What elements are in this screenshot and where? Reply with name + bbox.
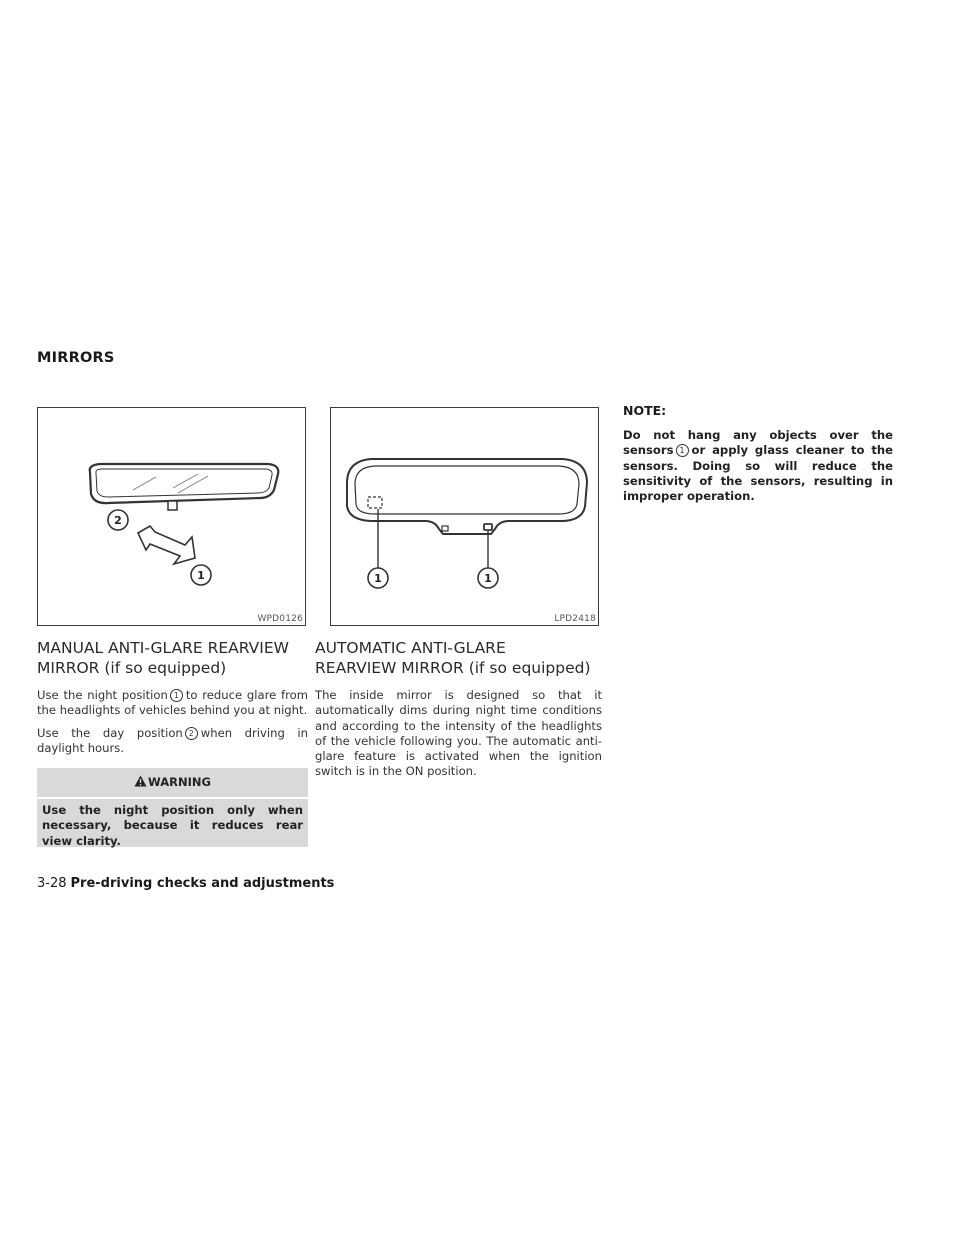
- callout-badge: 2: [185, 727, 198, 740]
- figure-code: WPD0126: [257, 614, 303, 624]
- warning-label: WARNING: [148, 775, 211, 789]
- warning-box: [37, 768, 308, 847]
- manual-mirror-illustration: [38, 408, 307, 627]
- manual-paragraph-1: Use the night position 1 to reduce glare from the headlights of vehicles behind you at night.: [37, 688, 308, 718]
- callout-1a: 1: [374, 572, 382, 585]
- page-number: 3-28: [37, 876, 67, 891]
- callout-badge: 1: [170, 689, 183, 702]
- automatic-paragraph: The inside mirror is designed so that it automatically dims during night time conditions and according to the intensity of the headlights of the vehicle following you. The automatic anti-glare feature is activated when the ignition switch is in the ON position.: [315, 688, 602, 779]
- automatic-heading: [315, 638, 602, 678]
- manual-heading-line2: MIRROR (if so equipped): [37, 659, 227, 677]
- page-footer: [37, 876, 334, 891]
- warning-text: Use the night position only when necessary, because it reduces rear view clarity.: [42, 803, 303, 848]
- warning-icon: [134, 775, 147, 787]
- auto-mirror-illustration: [331, 408, 600, 627]
- figure-code: LPD2418: [554, 614, 596, 624]
- manual-heading: [37, 638, 308, 678]
- manual-section: [37, 638, 308, 756]
- callout-1b: 1: [484, 572, 492, 585]
- manual-paragraph-2: Use the day position 2 when driving in daylight hours.: [37, 725, 308, 755]
- note-text: Do not hang any objects over the sensors 1 or apply glass cleaner to the sensors. Doing so will reduce the sensitivity of the sensors, resulting in improper operation.: [623, 428, 893, 504]
- automatic-heading-line2: REARVIEW MIRROR (if so equipped): [315, 659, 591, 677]
- callout-2: 2: [114, 514, 122, 527]
- callout-badge: 1: [676, 444, 689, 457]
- manual-heading-line1: MANUAL ANTI-GLARE REARVIEW: [37, 639, 289, 657]
- warning-header: [37, 775, 308, 789]
- automatic-heading-line1: AUTOMATIC ANTI-GLARE: [315, 639, 506, 657]
- note-title: NOTE:: [623, 403, 667, 418]
- manual-mirror-figure: [37, 407, 306, 626]
- automatic-section: [315, 638, 602, 780]
- auto-mirror-figure: [330, 407, 599, 626]
- callout-1: 1: [197, 569, 205, 582]
- warning-divider: [37, 797, 308, 799]
- section-title: MIRRORS: [37, 350, 115, 366]
- chapter-title: Pre-driving checks and adjustments: [70, 876, 335, 891]
